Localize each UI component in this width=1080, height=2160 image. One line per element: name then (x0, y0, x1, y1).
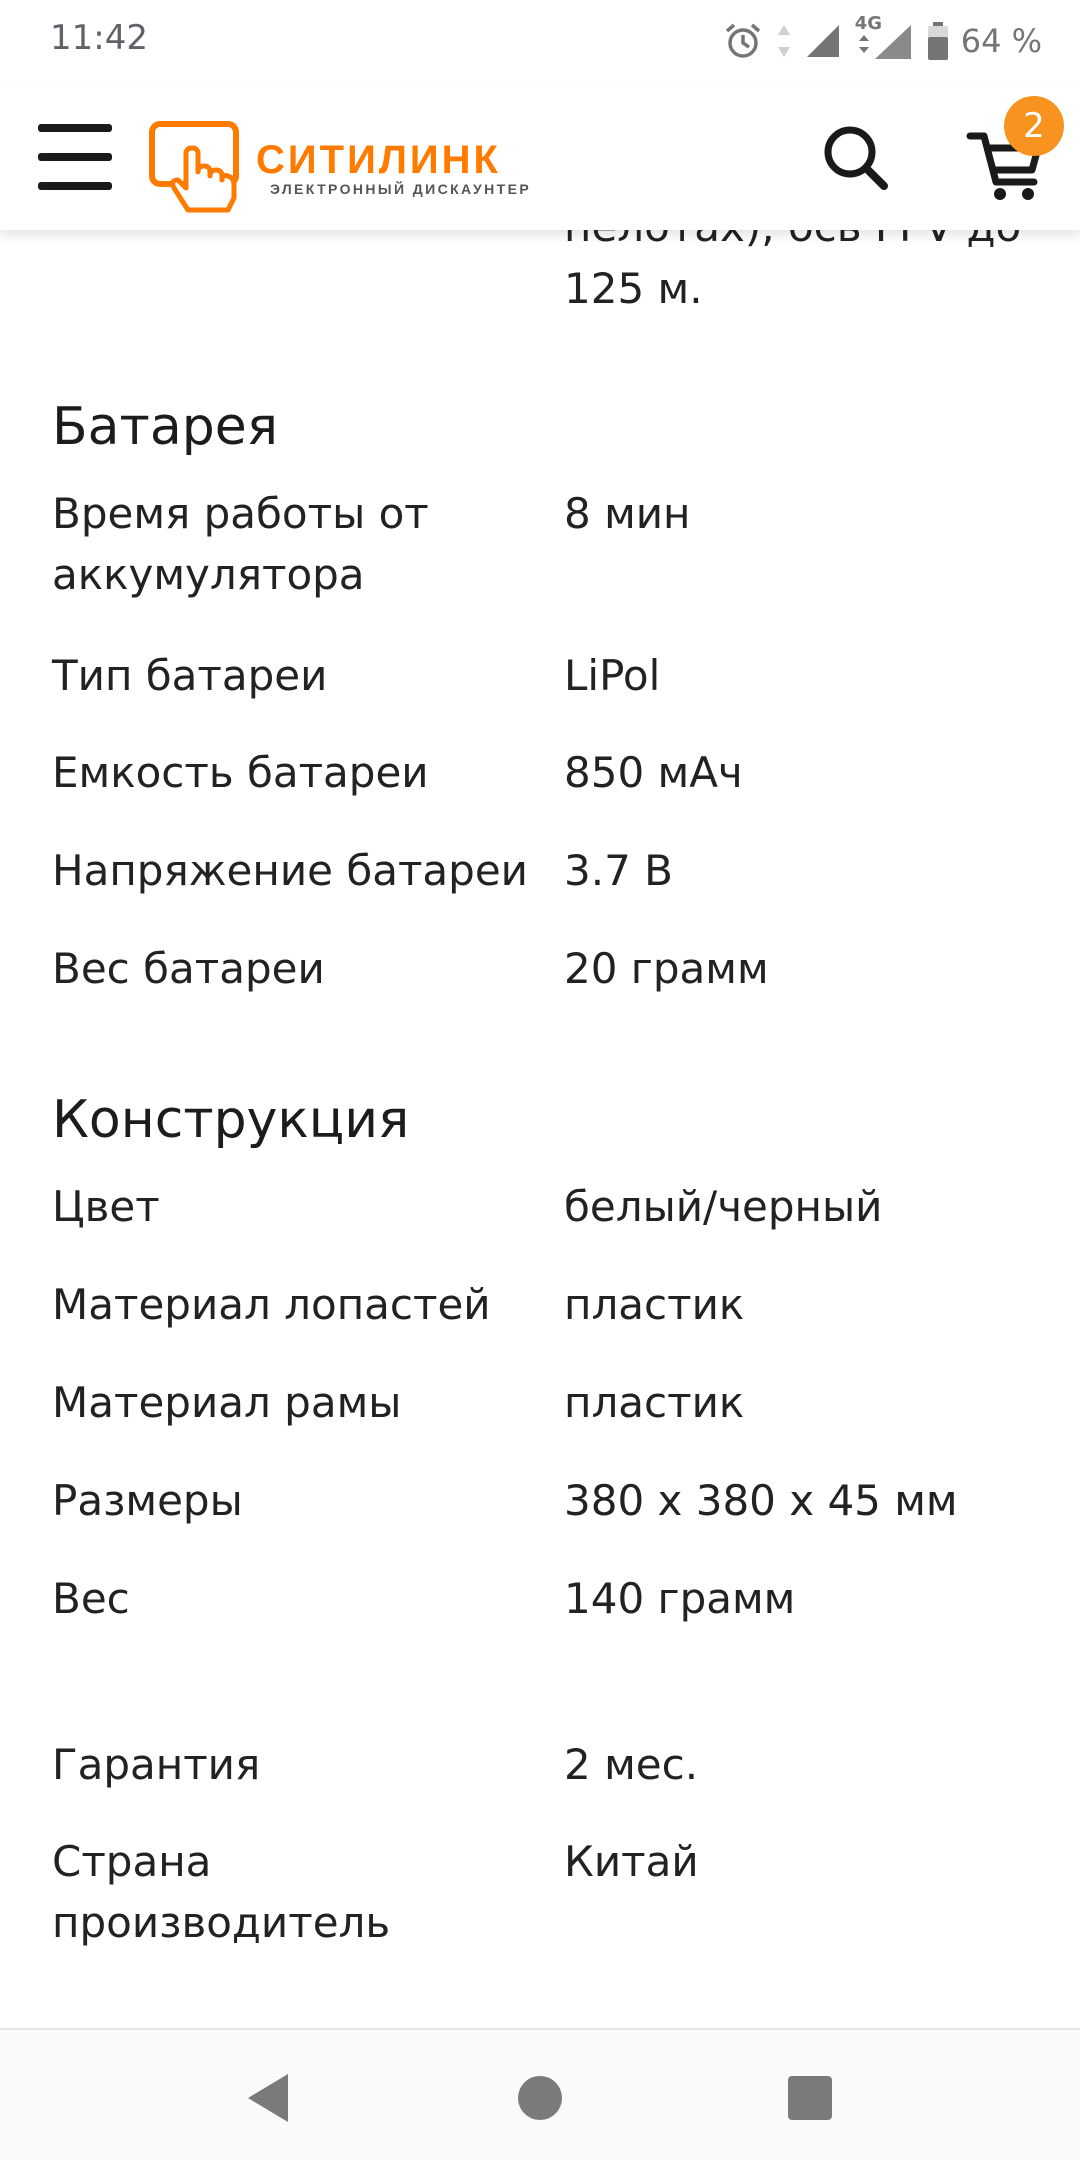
spec-value: пластик (564, 1378, 745, 1427)
status-bar (0, 0, 1080, 84)
menu-button[interactable] (38, 124, 112, 190)
spec-value: 8 мин (564, 489, 691, 538)
previous-spec-value-end: 125 м. (564, 264, 703, 313)
home-icon (510, 2068, 570, 2128)
hand-pointer-logo-icon (148, 118, 248, 218)
spec-value: 20 грамм (564, 944, 769, 993)
spec-label: Вес (52, 1574, 130, 1623)
cart-count-badge: 2 (1004, 96, 1064, 156)
menu-icon-bar (38, 124, 112, 132)
signal-icon (805, 21, 843, 61)
system-nav-bar (0, 2028, 1080, 2160)
spec-label: Страна производитель (52, 1837, 391, 1947)
spec-value: LiPol (564, 651, 661, 700)
recents-button[interactable] (780, 2068, 840, 2128)
search-button[interactable] (820, 122, 890, 192)
status-time: 11:42 (50, 18, 148, 58)
spec-label: Вес батареи (52, 944, 325, 993)
data-arrows-icon (775, 21, 793, 61)
spec-value: пластик (564, 1280, 745, 1329)
search-icon (820, 122, 890, 192)
spec-label: Напряжение батареи (52, 846, 528, 895)
logo-tagline: ЭЛЕКТРОННЫЙ ДИСКАУНТЕР (270, 181, 532, 197)
spec-value: 850 мАч (564, 748, 743, 797)
specs-content (0, 230, 1080, 2030)
spec-value: 3.7 В (564, 846, 673, 895)
section-title-construction: Конструкция (52, 1090, 410, 1150)
back-button[interactable] (240, 2068, 300, 2128)
spec-label: Материал рамы (52, 1378, 402, 1427)
battery-icon (927, 21, 949, 61)
spec-label: Гарантия (52, 1740, 261, 1789)
recents-icon (780, 2068, 840, 2128)
spec-value: Китай (564, 1837, 699, 1886)
section-title-battery: Батарея (52, 397, 278, 457)
logo-text (256, 139, 531, 197)
battery-percent: 64 % (960, 22, 1042, 60)
spec-label: Время работы от аккумулятора (52, 489, 429, 599)
app-header (0, 84, 1080, 230)
spec-value: 140 грамм (564, 1574, 796, 1623)
menu-icon-bar (38, 182, 112, 190)
network-type: 4G (854, 13, 883, 34)
status-icons (723, 13, 1042, 66)
spec-label: Емкость батареи (52, 748, 429, 797)
spec-value: 2 мес. (564, 1740, 699, 1789)
alarm-icon (723, 21, 763, 61)
logo-name: СИТИЛИНК (256, 138, 501, 182)
spec-label: Цвет (52, 1182, 160, 1231)
home-button[interactable] (510, 2068, 570, 2128)
signal-4g-icon (854, 13, 915, 63)
spec-label: Материал лопастей (52, 1280, 491, 1329)
spec-value: 380 x 380 x 45 мм (564, 1476, 958, 1525)
menu-icon-bar (38, 153, 112, 161)
spec-label: Размеры (52, 1476, 243, 1525)
back-icon (240, 2068, 300, 2128)
spec-value: белый/черный (564, 1182, 883, 1231)
citilink-logo[interactable] (148, 118, 531, 218)
spec-label: Тип батареи (52, 651, 328, 700)
